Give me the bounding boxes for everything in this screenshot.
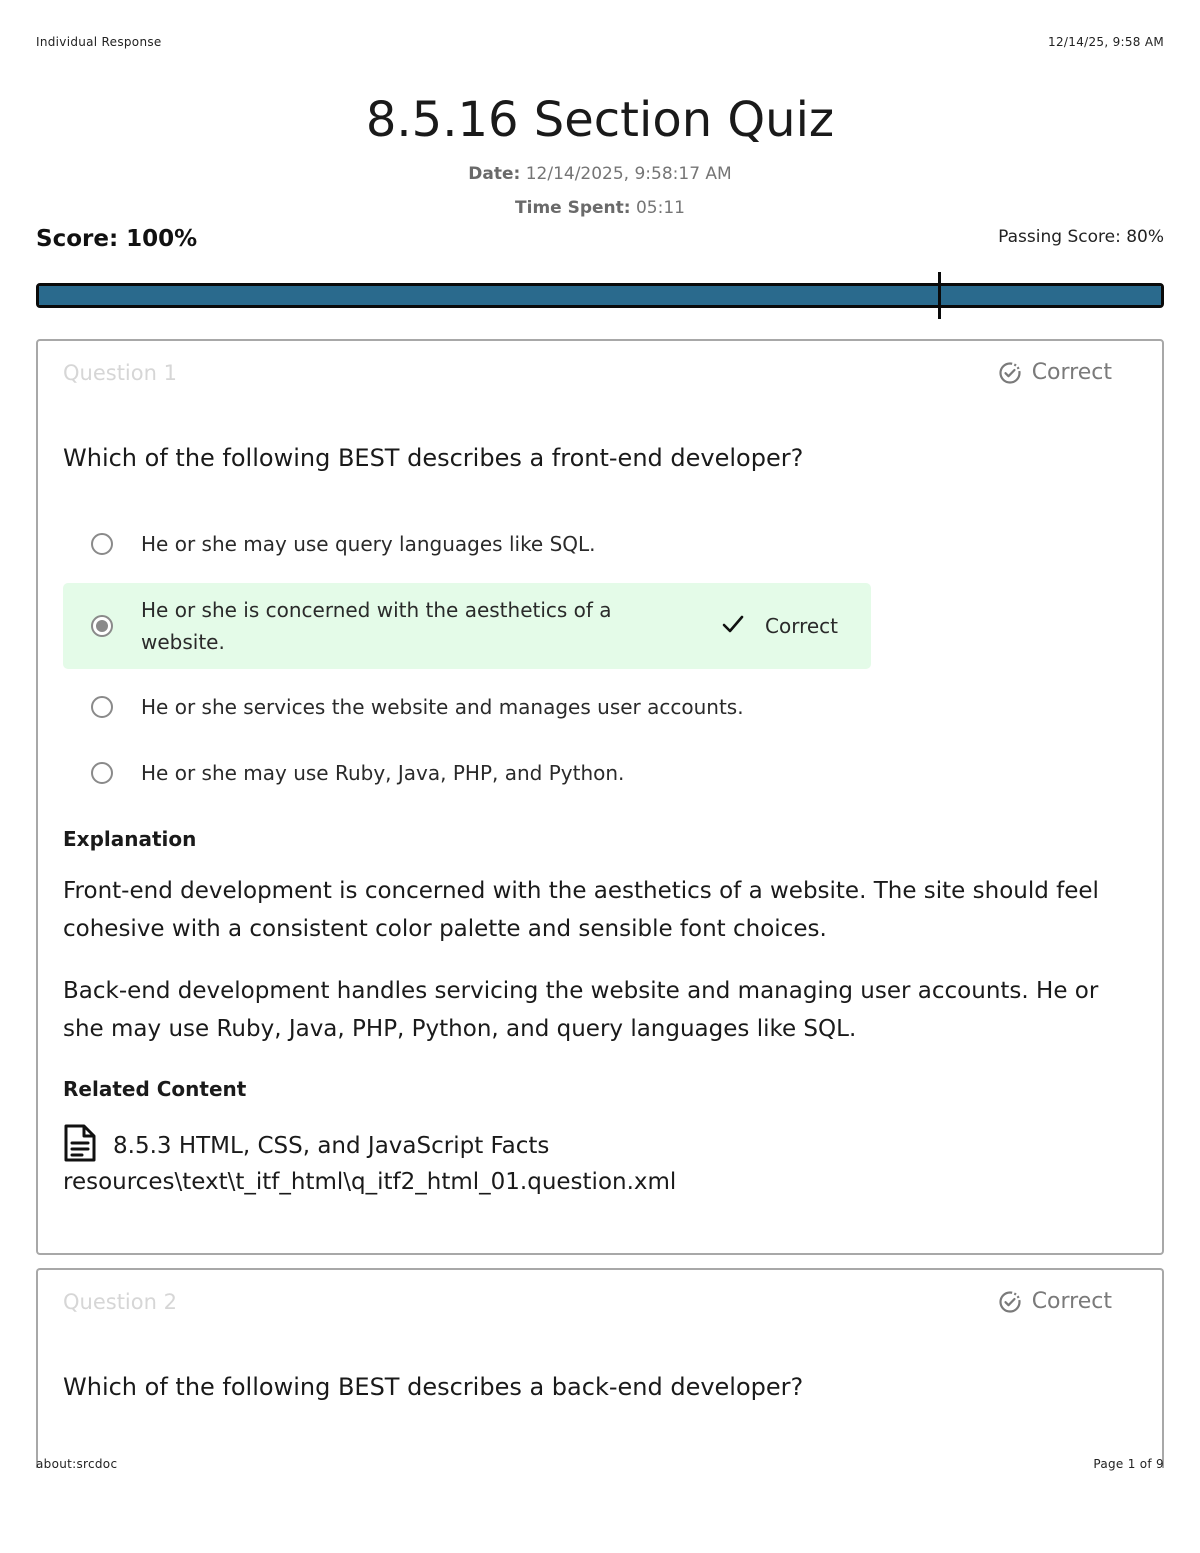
page-title: 8.5.16 Section Quiz [365, 92, 835, 148]
question-status-label: Correct [1031, 1289, 1112, 1314]
check-circle-icon [998, 1290, 1022, 1314]
time-spent-label: Time Spent: [515, 198, 631, 218]
answer-option-text: He or she services the website and manages user accounts. [141, 695, 744, 719]
resource-path: resources\text\t_itf_html\q_itf2_html_01.question.xml [63, 1169, 677, 1195]
explanation-paragraph: Back-end development handles servicing the website and managing user accounts. He or she may use Ruby, Java, PHP, Python, and query languages like SQL. [63, 978, 1099, 1042]
question-card [36, 1268, 1164, 1468]
answer-option[interactable] [63, 526, 871, 562]
answer-option-text: He or she may use query languages like SQL. [141, 532, 596, 556]
quiz-time-spent [0, 198, 1200, 218]
date-label: Date: [468, 164, 521, 184]
question-text: Which of the following BEST describes a front-end developer? [63, 444, 804, 472]
date-value: 12/14/2025, 9:58:17 AM [525, 164, 732, 184]
related-content-title: 8.5.3 HTML, CSS, and JavaScript Facts [113, 1133, 550, 1159]
score-progress-bar [36, 283, 1164, 308]
answer-option-selected[interactable] [63, 583, 871, 669]
question-status-label: Correct [1031, 360, 1112, 385]
question-text: Which of the following BEST describes a back-end developer? [63, 1373, 804, 1401]
print-footer [36, 1457, 1164, 1471]
print-header [36, 35, 1164, 49]
answer-option[interactable] [63, 755, 871, 791]
radio-button[interactable] [91, 533, 113, 555]
score-text: Score: 100% [36, 226, 198, 252]
answer-option-text: He or she is concerned with the aesthetics of a website. [141, 598, 612, 654]
question-label: Question 2 [63, 1290, 177, 1314]
print-header-timestamp: 12/14/25, 9:58 AM [1048, 35, 1164, 49]
related-content-heading: Related Content [63, 1077, 247, 1101]
radio-button[interactable] [91, 696, 113, 718]
passing-score-text: Passing Score: 80% [998, 227, 1164, 247]
score-progress-fill [39, 286, 1161, 305]
check-circle-icon [998, 361, 1022, 385]
question-label: Question 1 [63, 361, 177, 385]
passing-score-marker [938, 272, 941, 319]
print-footer-url: about:srcdoc [36, 1457, 118, 1471]
correct-answer-label: Correct [765, 614, 838, 638]
checkmark-icon [721, 612, 745, 641]
question-status [998, 360, 1112, 385]
explanation-paragraph: Front-end development is concerned with the aesthetics of a website. The site should feel cohesive with a consistent color palette and sensible font choices. [63, 878, 1099, 942]
correct-answer-tag [721, 612, 838, 641]
radio-button-selected[interactable] [91, 615, 113, 637]
radio-button[interactable] [91, 762, 113, 784]
explanation-heading: Explanation [63, 827, 197, 851]
document-icon [63, 1123, 97, 1169]
print-footer-page: Page 1 of 9 [1093, 1457, 1164, 1471]
time-spent-value: 05:11 [635, 198, 685, 218]
print-header-title: Individual Response [36, 35, 162, 49]
answer-option[interactable] [63, 689, 871, 725]
related-content-link[interactable] [63, 1123, 549, 1169]
question-card [36, 339, 1164, 1255]
quiz-date [0, 164, 1200, 184]
answer-option-text: He or she may use Ruby, Java, PHP, and Python. [141, 761, 625, 785]
question-status [998, 1289, 1112, 1314]
